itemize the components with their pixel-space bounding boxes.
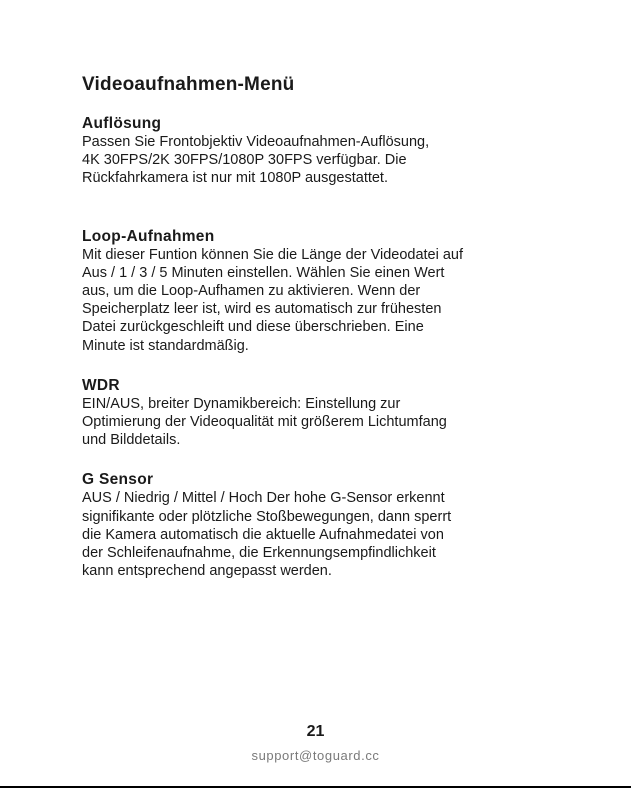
section-loop-aufnahmen [82, 227, 562, 355]
body-line: der Schleifenaufnahme, die Erkennungsempfindlichkeit [82, 545, 436, 562]
body-line: Aus / 1 / 3 / 5 Minuten einstellen. Wählen Sie einen Wert [82, 264, 445, 281]
body-line: signifikante oder plötzliche Stoßbewegungen, dann sperrt [82, 508, 452, 525]
document-page [82, 74, 562, 580]
body-line: Optimierung der Videoqualität mit größerem Lichtumfang [82, 414, 447, 431]
page-number: 21 [306, 723, 325, 740]
section-body [82, 133, 562, 188]
section-aufloesung [82, 114, 562, 188]
body-line: kann entsprechend angepasst werden. [82, 563, 332, 580]
page-title: Videoaufnahmen-Menü [82, 74, 295, 95]
support-email: support@toguard.cc [251, 748, 380, 763]
section-heading: Loop-Aufnahmen [82, 227, 215, 245]
body-line: aus, um die Loop-Aufhamen zu aktivieren. Wenn der [82, 283, 421, 300]
body-line: 4K 30FPS/2K 30FPS/1080P 30FPS verfügbar. Die [82, 152, 407, 169]
body-line: Mit dieser Funtion können Sie die Länge der Videodatei auf [82, 246, 464, 263]
section-heading: WDR [82, 376, 120, 394]
body-line: AUS / Niedrig / Mittel / Hoch Der hohe G-Sensor erkennt [82, 490, 445, 507]
section-g-sensor [82, 470, 562, 580]
section-heading: G Sensor [82, 471, 154, 489]
body-line: und Bilddetails. [82, 432, 181, 449]
section-wdr [82, 376, 562, 450]
body-line: Passen Sie Frontobjektiv Videoaufnahmen-Auflösung, [82, 134, 430, 150]
section-body [82, 246, 562, 355]
section-heading: Auflösung [82, 115, 162, 132]
body-line: Rückfahrkamera ist nur mit 1080P ausgestattet. [82, 170, 388, 187]
section-body [82, 395, 562, 450]
section-body [82, 489, 562, 580]
body-line: Speicherplatz leer ist, wird es automatisch zur frühesten [82, 301, 442, 318]
body-line: Minute ist standardmäßig. [82, 337, 249, 354]
body-line: die Kamera automatisch die aktuelle Aufnahmedatei von [82, 526, 444, 543]
body-line: Datei zurückgeschleift und diese überschrieben. Eine [82, 319, 424, 336]
body-line: EIN/AUS, breiter Dynamikbereich: Einstellung zur [82, 395, 401, 412]
